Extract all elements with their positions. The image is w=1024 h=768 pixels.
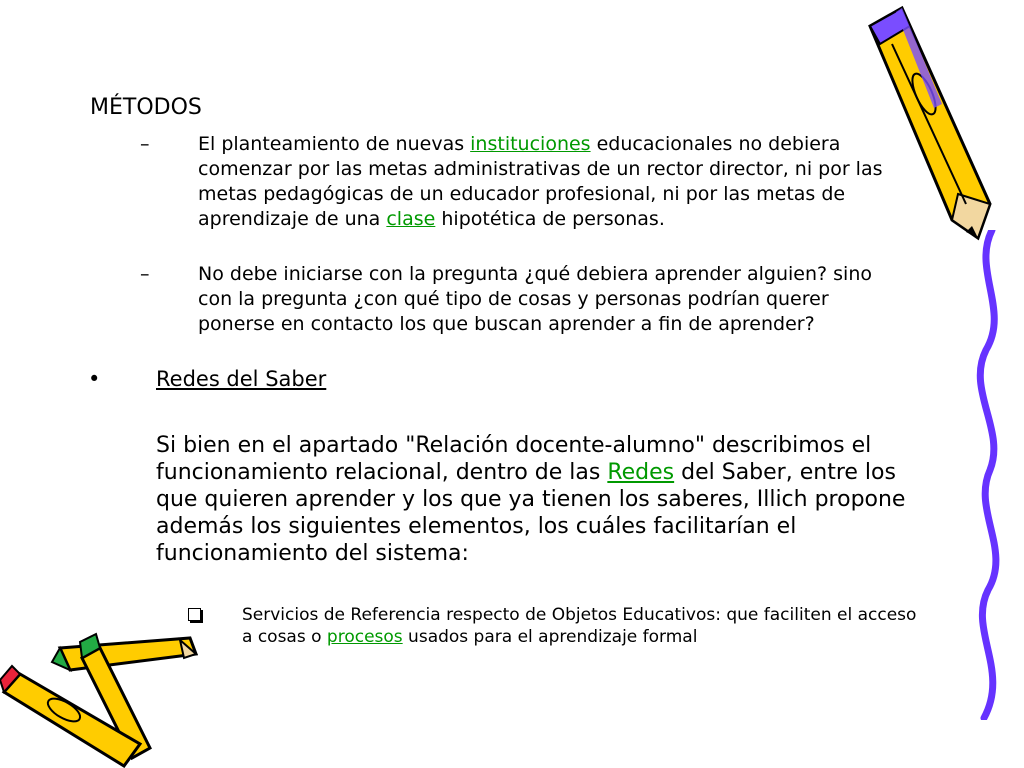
list-item-text: No debe iniciarse con la pregunta ¿qué debiera aprender alguien? sino con la pregunta ¿con qué tipo de cosas y personas podrían querer ponerse en contacto los que buscan aprender a fin de aprender?: [198, 263, 872, 335]
text-span: Servicios de Referencia respecto de Objetos Educativos: que faciliten el acceso a cosas o: [242, 605, 917, 647]
dash-marker: –: [140, 263, 150, 285]
page-title: MÉTODOS: [90, 95, 202, 120]
section-heading: [88, 366, 326, 392]
crossed-pencils-icon: [0, 618, 200, 768]
dash-marker: –: [140, 133, 150, 155]
list-item-text: [198, 132, 920, 232]
text-span: hipotética de personas.: [435, 208, 665, 230]
list-item: [188, 604, 928, 648]
text-span: usados para el aprendizaje formal: [402, 627, 698, 647]
section-title: Redes del Saber: [156, 367, 327, 391]
list-item: [140, 132, 920, 232]
text-span: Si bien en el apartado "Relación docente-alumno" describimos el funcionamiento relacional, dentro de las: [156, 433, 872, 485]
link-redes[interactable]: Redes: [607, 460, 675, 485]
bullet-marker: •: [88, 367, 101, 391]
text-span: del Saber, entre los que quieren aprender y los que ya tienen los saberes, Illich propone además los siguientes elementos, los cuáles facilitarían el funcionamiento del sistema:: [156, 460, 906, 566]
text-span: educacionales no debiera comenzar por las metas administrativas de un rector director, ni por las metas pedagógicas de un educador profesional, ni por las metas de aprendizaje de una: [198, 133, 883, 230]
checkbox-bullet-icon: [188, 608, 201, 621]
wavy-line-decoration: [962, 230, 1022, 720]
text-span: El planteamiento de nuevas: [198, 133, 471, 155]
link-clase[interactable]: clase: [386, 208, 436, 230]
link-instituciones[interactable]: instituciones: [470, 133, 591, 155]
link-procesos[interactable]: procesos: [326, 627, 403, 647]
body-paragraph: [156, 432, 926, 567]
list-item-text: [242, 604, 928, 648]
list-item: [140, 262, 900, 337]
